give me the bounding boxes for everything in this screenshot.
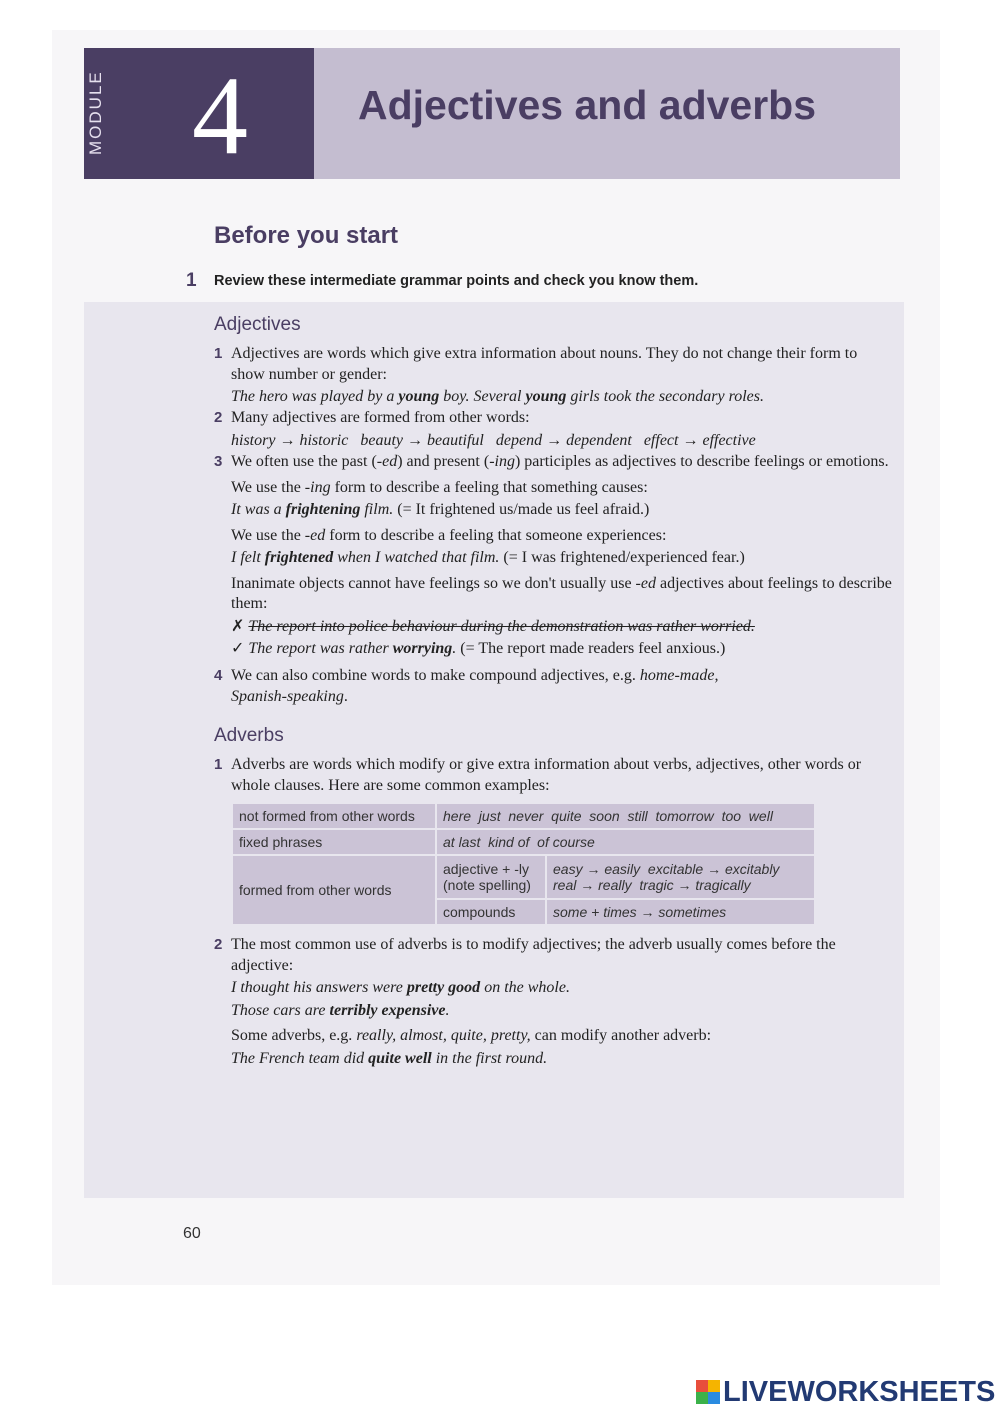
table-cell: fixed phrases — [233, 830, 435, 854]
item-number: 1 — [214, 756, 223, 773]
item-text: Adjectives are words which give extra information about nouns. They do not change their form to show number or gender: — [231, 345, 858, 383]
item-number: 2 — [214, 936, 223, 953]
adverb-modifier-rule: Some adverbs, e.g. really, almost, quite, pretty, can modify another adverb: — [231, 1027, 712, 1044]
right-example: ✓ The report was rather worrying. (= The report made readers feel anxious.) — [231, 640, 726, 657]
exercise-instruction: Review these intermediate grammar points and check you know them. — [214, 273, 699, 289]
adjectives-item-2 — [214, 408, 894, 453]
module-label: MODULE — [86, 70, 105, 156]
exercise-number: 1 — [186, 270, 197, 291]
item-text: Many adjectives are formed from other words: — [231, 409, 530, 426]
item-number: 4 — [214, 667, 223, 684]
adjectives-item-4 — [214, 666, 894, 709]
page-number: 60 — [183, 1225, 201, 1242]
cross-icon: ✗ — [231, 617, 245, 635]
table-row — [233, 830, 814, 854]
example: history → historic beauty → beautiful depend → dependent effect → effective — [231, 431, 756, 449]
inanimate-rule: Inanimate objects cannot have feelings so we don't usually use -ed adjectives about feelings to describe them: — [231, 574, 892, 612]
table-row — [233, 856, 814, 898]
table-cell: compounds — [437, 900, 545, 924]
item-text: We can also combine words to make compound adjectives, e.g. home-made, Spanish-speaking. — [231, 667, 719, 705]
adverbs-heading: Adverbs — [214, 725, 284, 746]
adverb-examples-table — [231, 802, 816, 926]
adjectives-heading: Adjectives — [214, 314, 301, 335]
check-icon: ✓ — [231, 640, 245, 657]
wrong-example: ✗ The report into police behaviour during the demonstration was rather worried. — [231, 617, 755, 635]
section-title: Before you start — [214, 222, 399, 249]
adjectives-item-1 — [214, 344, 894, 410]
table-cell: formed from other words — [233, 856, 435, 924]
item-text: We often use the past (-ed) and present (-ing) participles as adjectives to describe feelings or emotions. — [231, 453, 889, 470]
ing-rule: We use the -ing form to describe a feeling that something causes: — [231, 478, 648, 496]
example: Those cars are terribly expensive. — [231, 1001, 450, 1019]
example: It was a frightening film. (= It frightened us/made us feel afraid.) — [231, 501, 650, 518]
table-cell: at last kind of of course — [437, 830, 814, 854]
adverbs-item-2 — [214, 935, 894, 1071]
module-title: Adjectives and adverbs — [358, 82, 817, 128]
liveworksheets-brand[interactable] — [696, 1376, 995, 1408]
table-cell: not formed from other words — [233, 804, 435, 828]
brand-name: LIVEWORKSHEETS — [723, 1375, 996, 1408]
table-cell: some + times → sometimes — [547, 900, 814, 924]
example: I thought his answers were pretty good on the whole. — [231, 979, 570, 996]
item-number: 1 — [214, 345, 223, 362]
table-cell: easy → easily excitable → excitably real → really tragic → tragically — [547, 856, 814, 898]
adverbs-item-1 — [214, 755, 894, 798]
example: The French team did quite well in the first round. — [231, 1049, 548, 1067]
item-text: Adverbs are words which modify or give extra information about verbs, adjectives, other words or whole clauses. Here are some common examples: — [231, 756, 862, 794]
item-text: The most common use of adverbs is to modify adjectives; the adverb usually comes before the adjective: — [231, 936, 836, 974]
table-cell: adjective + -ly (note spelling) — [437, 856, 545, 898]
example: I felt frightened when I watched that film. (= I was frightened/experienced fear.) — [231, 549, 745, 566]
item-number: 3 — [214, 453, 223, 470]
ed-rule: We use the -ed form to describe a feeling that someone experiences: — [231, 526, 667, 544]
item-number: 2 — [214, 409, 223, 426]
table-row — [233, 804, 814, 828]
module-number: 4 — [192, 54, 248, 178]
liveworksheets-logo-icon — [696, 1380, 720, 1404]
adjectives-item-3 — [214, 452, 894, 662]
example: The hero was played by a young boy. Several young girls took the secondary roles. — [231, 388, 765, 405]
table-cell: here just never quite soon still tomorrow too well — [437, 804, 814, 828]
